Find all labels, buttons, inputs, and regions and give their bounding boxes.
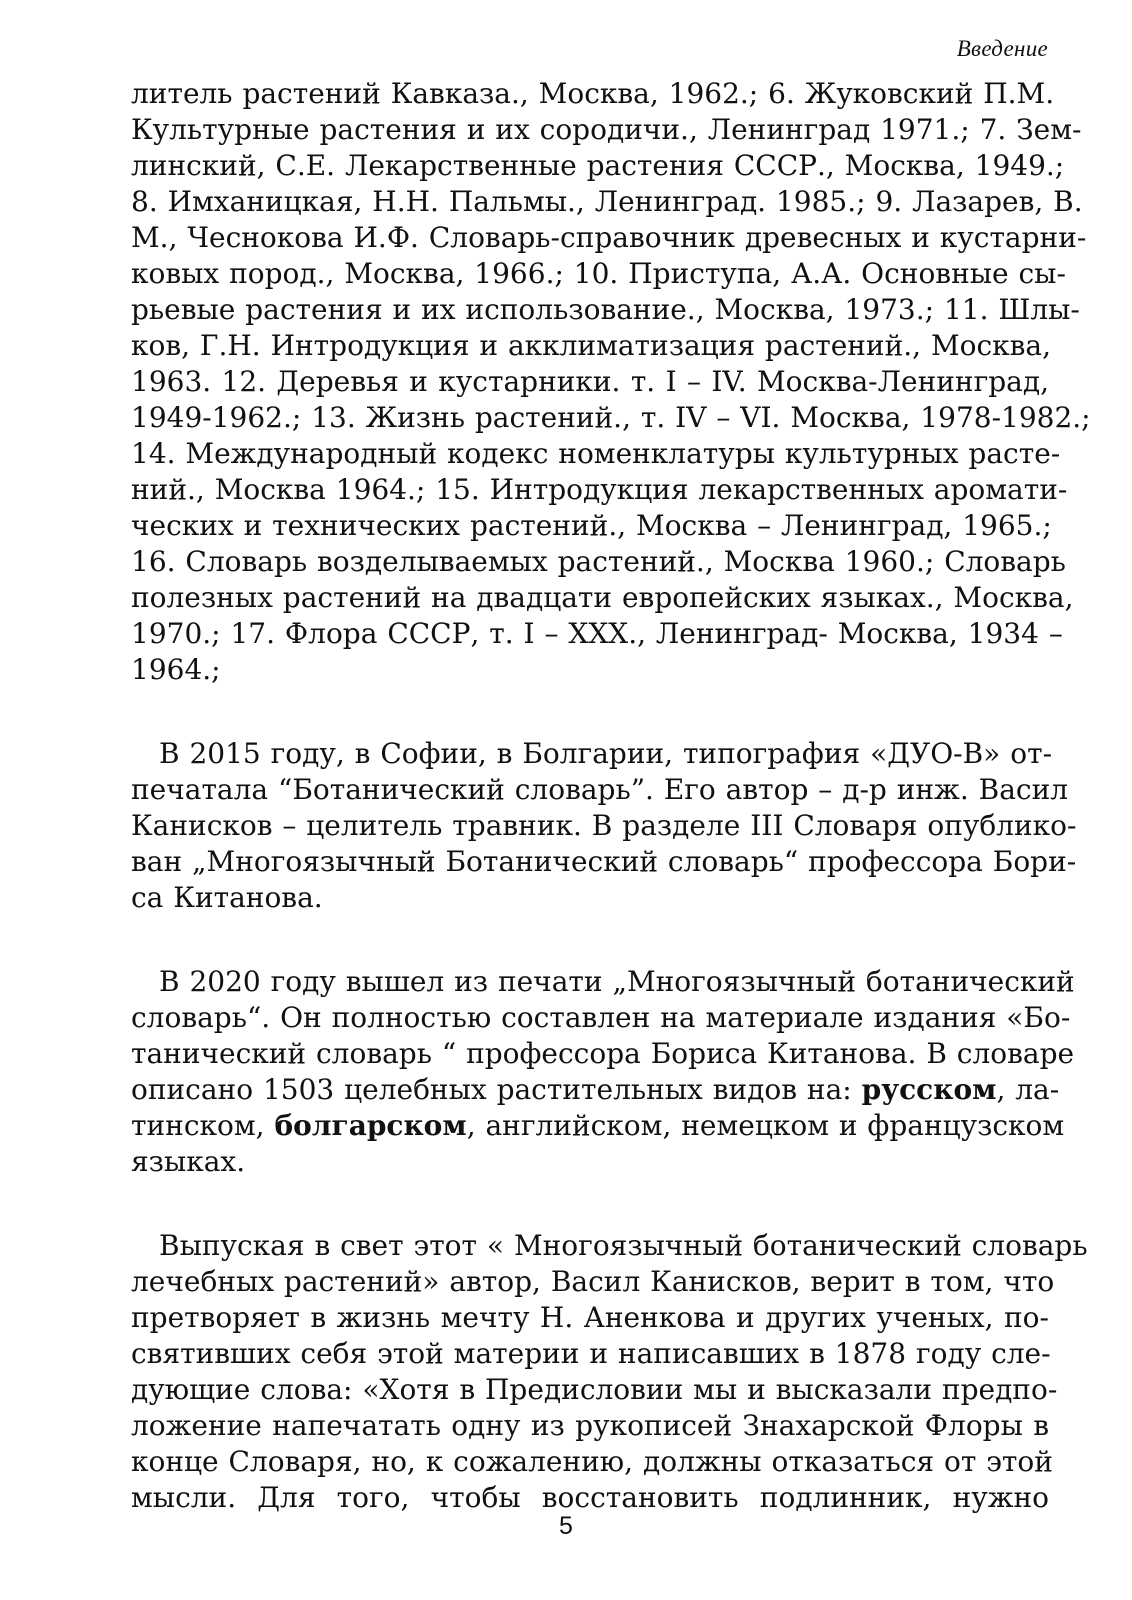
text-line: печатала “Ботанический словарь”. Его автор – д-р инж. Васил: [131, 773, 1069, 806]
text-line: ний., Москва 1964.; 15. Интродукция лекарственных аромати-: [131, 473, 1068, 506]
page-body: [131, 76, 1091, 1516]
bold-language-bulgarian: болгарском: [274, 1109, 467, 1142]
text-line: святивших себя этой материи и написавших в 1878 году сле-: [131, 1337, 1051, 1370]
text-line: са Китанова.: [131, 881, 323, 914]
text-line: ложение напечатать одну из рукописей Знахарской Флоры в: [131, 1409, 1049, 1442]
text-line: Культурные растения и их сородичи., Ленинград 1971.; 7. Зем-: [131, 113, 1082, 146]
text-line: ков, Г.Н. Интродукция и акклиматизация растений., Москва,: [131, 329, 1052, 362]
text-line: 1970.; 17. Флора СССР, т. I – XXX., Ленинград- Москва, 1934 –: [131, 617, 1063, 650]
text-line: языках.: [131, 1145, 246, 1178]
text-line: танический словарь “ профессора Бориса Китанова. В словаре: [131, 1037, 1075, 1070]
text-line: ческих и технических растений., Москва – Ленинград, 1965.;: [131, 509, 1052, 542]
text-line: мысли. Для того, чтобы восстановить подлинник, нужно: [131, 1481, 1049, 1514]
text-line: конце Словаря, но, к сожалению, должны отказаться от этой: [131, 1445, 1053, 1478]
text-line: 1963. 12. Деревья и кустарники. т. I – IV. Москва-Ленинград,: [131, 365, 1049, 398]
text-line: литель растений Кавказа., Москва, 1962.; 6. Жуковский П.М.: [131, 77, 1055, 110]
text-line: 1949-1962.; 13. Жизнь растений., т. IV – VI. Москва, 1978-1982.;: [131, 401, 1091, 434]
text-line: словарь“. Он полностью составлен на материале издания «Бо-: [131, 1001, 1071, 1034]
running-head-title: Введение: [956, 36, 1048, 61]
references-paragraph: [131, 76, 1091, 688]
paragraph-2015: [131, 736, 1077, 916]
text-line: ковых пород., Москва, 1966.; 10. Приступа, А.А. Основные сы-: [131, 257, 1066, 290]
text-line: В 2020 году вышел из печати „Многоязычный ботанический: [159, 965, 1075, 998]
text-line: 8. Имханицкая, Н.Н. Пальмы., Ленинград. 1985.; 9. Лазарев, В.: [131, 185, 1083, 218]
text-line: [131, 1072, 1060, 1108]
text-line: М., Чеснокова И.Ф. Словарь-справочник древесных и кустарни-: [131, 221, 1087, 254]
paragraph-2020: [131, 964, 1075, 1180]
text-line: 16. Словарь возделываемых растений., Москва 1960.; Словарь: [131, 545, 1066, 578]
text-line: 1964.;: [131, 653, 221, 686]
paragraph-release: [131, 1228, 1088, 1516]
text-line: линский, С.Е. Лекарственные растения СССР., Москва, 1949.;: [131, 149, 1065, 182]
text-line: дующие слова: «Хотя в Предисловии мы и высказали предпо-: [131, 1373, 1058, 1406]
text-line: 14. Международный кодекс номенклатуры культурных расте-: [131, 437, 1061, 470]
text-run: тинском,: [131, 1109, 275, 1142]
page-number: 5: [559, 1512, 573, 1540]
text-line: Канисков – целитель травник. В разделе III Словаря опублико-: [131, 809, 1077, 842]
text-line: полезных растений на двадцати европейских языках., Москва,: [131, 581, 1074, 614]
bold-language-russian: русском: [861, 1073, 997, 1106]
text-line: претворяет в жизнь мечту Н. Аненкова и других ученых, по-: [131, 1301, 1049, 1334]
paragraph-spacer: [131, 916, 1049, 964]
paragraph-spacer: [131, 1180, 1049, 1228]
text-line: ван „Многоязычный Ботанический словарь“ профессора Бори-: [131, 845, 1077, 878]
paragraph-spacer: [131, 688, 1049, 736]
text-run: описано 1503 целебных растительных видов на:: [131, 1073, 862, 1106]
text-line: рьевые растения и их использование., Москва, 1973.; 11. Шлы-: [131, 293, 1080, 326]
text-line: Выпуская в свет этот « Многоязычный ботанический словарь: [159, 1229, 1088, 1262]
text-run: , английском, немецком и французском: [466, 1109, 1065, 1142]
text-run: , ла-: [996, 1073, 1060, 1106]
text-line: [131, 1108, 1065, 1144]
text-line: лечебных растений» автор, Васил Канисков, верит в том, что: [131, 1265, 1055, 1298]
text-line: В 2015 году, в Софии, в Болгарии, типография «ДУО-В» от-: [159, 737, 1053, 770]
